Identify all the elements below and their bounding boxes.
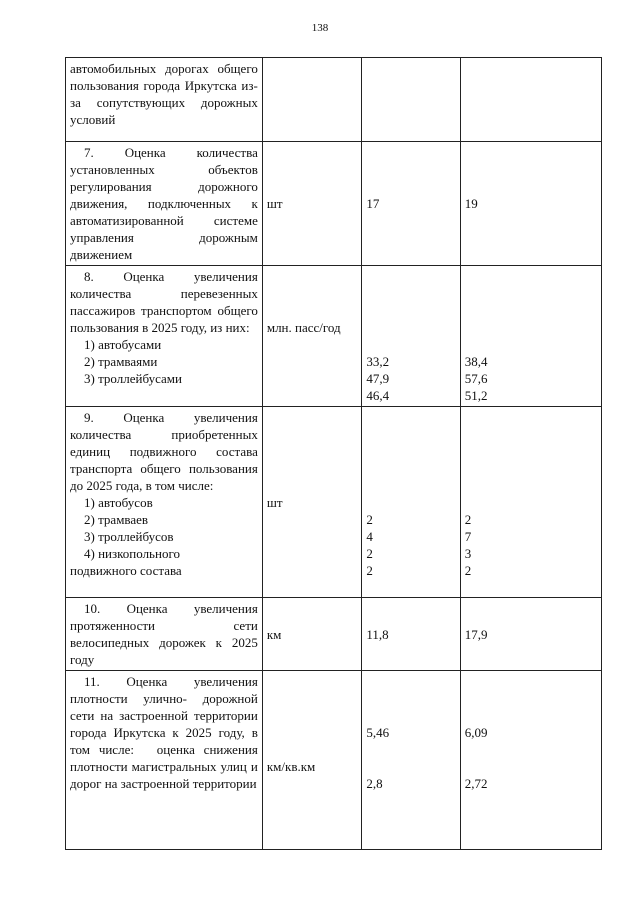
- sub-item: оценка снижения: [156, 742, 258, 757]
- indicator-cell: автомобильных дорогах общего пользования города Иркутска из-за сопутствующих дорожных условий: [66, 58, 263, 142]
- table-row: [66, 407, 602, 598]
- page-number: 138: [311, 22, 329, 34]
- sub-item: 1) автобусов: [84, 495, 153, 510]
- value-a-cell: 33,2 47,9 46,4: [362, 266, 460, 407]
- value-b-cell: 19: [460, 142, 601, 266]
- value-b-cell: 38,4 57,6 51,2: [460, 266, 601, 407]
- unit-cell: шт: [262, 142, 361, 266]
- sub-item: 3) троллейбусами: [84, 371, 182, 386]
- sub-item: 4) низкопольного: [84, 546, 180, 561]
- value-a-cell: 2 4 2 2: [362, 407, 460, 598]
- table-row: [66, 598, 602, 671]
- unit-cell: шт: [262, 407, 361, 598]
- sub-item: плотности магистральных: [70, 759, 217, 774]
- value-a-cell: 5,46 2,8: [362, 671, 460, 850]
- sub-item: подвижного состава: [70, 563, 182, 578]
- indicator-cell: 8. Оценка увеличения количества перевезенных пассажиров транспортом общего пользования в 2025 году, из них: 1) автобусами 2) трамваями 3) троллейбусами: [66, 266, 263, 407]
- value-b-cell: 6,09 2,72: [460, 671, 601, 850]
- value-a-cell: 17: [362, 142, 460, 266]
- unit-cell: [262, 58, 361, 142]
- sub-item: территории: [192, 776, 257, 791]
- table-row: [66, 671, 602, 850]
- value-b-cell: 17,9: [460, 598, 601, 671]
- sub-item: 1) автобусами: [84, 337, 162, 352]
- sub-item: 3) троллейбусов: [84, 529, 174, 544]
- indicator-cell: 10. Оценка увеличения протяженности сети велосипедных дорожек к 2025 году: [66, 598, 263, 671]
- sub-item: 2) трамваев: [84, 512, 149, 527]
- value-a-cell: 11,8: [362, 598, 460, 671]
- indicator-cell: 7. Оценка количества установленных объектов регулирования дорожного движения, подключенных к автоматизированной системе управления дорожным движением: [66, 142, 263, 266]
- table-row: [66, 142, 602, 266]
- indicator-cell: 9. Оценка увеличения количества приобретенных единиц подвижного состава транспорта общего пользования до 2025 года, в том числе: 1) автобусов 2) трамваев 3) троллейбусов 4) низкопольного подвижного состава: [66, 407, 263, 598]
- value-b-cell: 2 7 3 2: [460, 407, 601, 598]
- unit-cell: км/кв.км: [262, 671, 361, 850]
- sub-item: улиц и дорог на застроенной: [70, 759, 258, 791]
- value-b-cell: [460, 58, 601, 142]
- table-row: [66, 58, 602, 142]
- indicator-cell: 11. Оценка увеличения плотности улично- дорожной сети на застроенной территории города Иркутска к 2025 году, в том числе: оценка снижения плотности магистральных улиц и дорог на застроенной территории: [66, 671, 263, 850]
- sub-item: 2) трамваями: [84, 354, 158, 369]
- table-row: [66, 266, 602, 407]
- unit-cell: км: [262, 598, 361, 671]
- indicators-table: [65, 57, 602, 850]
- unit-cell: млн. пасс/год: [262, 266, 361, 407]
- value-a-cell: [362, 58, 460, 142]
